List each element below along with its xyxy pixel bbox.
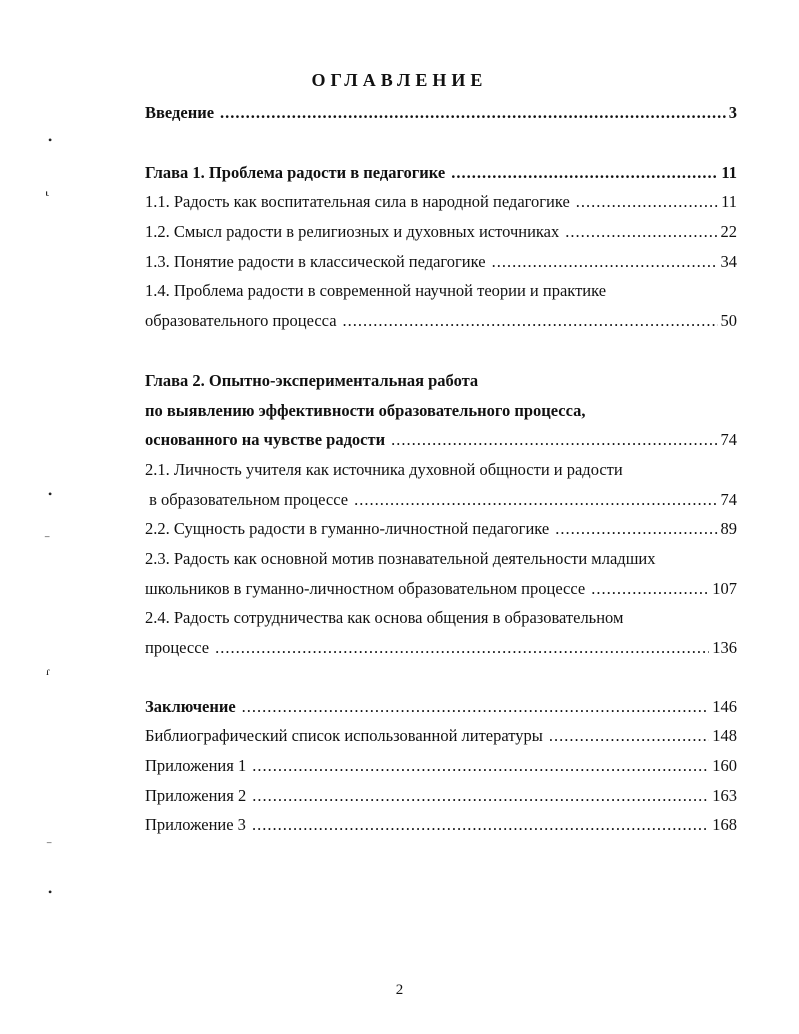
toc-entry-intro bbox=[145, 98, 737, 128]
toc-entry-label: Введение bbox=[145, 103, 215, 122]
toc-entry-label: процессе bbox=[145, 638, 210, 657]
toc-entry-label: Библиографический список использованной литературы bbox=[145, 726, 543, 746]
leader-dots bbox=[391, 425, 717, 455]
toc-entry-page: 160 bbox=[712, 756, 737, 776]
toc-entry-conclusion bbox=[145, 692, 737, 722]
toc-entry-page: 163 bbox=[712, 785, 737, 805]
scan-speck: • bbox=[48, 885, 53, 899]
toc-entry-page: 50 bbox=[720, 311, 737, 331]
toc-entry-bibliography bbox=[145, 721, 737, 751]
toc-entry-label: основанного на чувстве радости bbox=[145, 430, 386, 450]
leader-dots bbox=[576, 187, 718, 217]
toc-entry-label: 1.4. Проблема радости в современной научной теории и практике bbox=[145, 281, 607, 301]
toc-entry-label: Приложения 2 bbox=[145, 785, 247, 805]
leader-dots bbox=[252, 810, 709, 840]
toc-entry-page: 89 bbox=[720, 519, 737, 539]
toc-entry-1-1 bbox=[145, 187, 737, 217]
leader-dots bbox=[242, 692, 710, 722]
toc-entry-label: образовательного процесса bbox=[145, 311, 337, 331]
toc-entry-label: по выявлению эффективности образовательного процесса, bbox=[145, 400, 586, 420]
scan-speck: • bbox=[48, 133, 53, 147]
scan-speck: • bbox=[48, 487, 53, 501]
toc-entry-page: 11 bbox=[721, 192, 737, 212]
toc-entry-page: 148 bbox=[712, 726, 737, 746]
toc-entry-2-3-line2 bbox=[145, 574, 737, 604]
leader-dots bbox=[565, 217, 717, 247]
toc-entry-page: 3 bbox=[728, 103, 737, 122]
toc-entry-label: Приложения 1 bbox=[145, 756, 247, 776]
scan-speck: ⁻ bbox=[44, 532, 51, 546]
toc-entry-label: 2.4. Радость сотрудничества как основа общения в образовательном bbox=[145, 608, 624, 628]
toc-entry-label: 2.2. Сущность радости в гуманно-личностной педагогике bbox=[145, 519, 550, 539]
toc-entry-2-1-line2 bbox=[145, 485, 737, 515]
leader-dots bbox=[215, 633, 709, 663]
toc-entry-2-4-line1 bbox=[145, 603, 737, 633]
toc-entry-page: 22 bbox=[720, 222, 737, 242]
leader-dots bbox=[252, 751, 709, 781]
toc-entry-page: 74 bbox=[720, 489, 737, 509]
toc-entry-label: 2.1. Личность учителя как источника духовной общности и радости bbox=[145, 459, 623, 479]
toc-entry-label: 1.2. Смысл радости в религиозных и духовных источниках bbox=[145, 222, 560, 242]
leader-dots bbox=[492, 247, 718, 277]
toc-entry-1-3 bbox=[145, 247, 737, 277]
toc-entry-label: 1.1. Радость как воспитательная сила в народной педагогике bbox=[145, 192, 570, 212]
toc-chapter-2-heading-line2 bbox=[145, 396, 737, 426]
leader-dots bbox=[549, 721, 709, 751]
toc-entry-page: 146 bbox=[712, 696, 737, 716]
toc-entry-2-2 bbox=[145, 514, 737, 544]
toc-entry-1-4-line1 bbox=[145, 276, 737, 306]
leader-dots bbox=[354, 485, 717, 515]
toc-chapter-2-heading-line3 bbox=[145, 425, 737, 455]
toc-entry-appendix-3 bbox=[145, 810, 737, 840]
leader-dots bbox=[252, 781, 709, 811]
toc-entry-label: 2.3. Радость как основной мотив познавательной деятельности младших bbox=[145, 548, 656, 568]
toc-entry-2-4-line2 bbox=[145, 633, 737, 663]
toc-entry-page: 168 bbox=[712, 815, 737, 835]
toc-entry-label: в образовательном процессе bbox=[145, 489, 349, 509]
toc-entry-label: Глава 1. Проблема радости в педагогике bbox=[145, 162, 446, 182]
toc-entry-page: 74 bbox=[720, 430, 737, 450]
spacer bbox=[145, 663, 737, 692]
toc-entry-label: Глава 2. Опытно-экспериментальная работа bbox=[145, 370, 479, 390]
leader-dots bbox=[343, 306, 718, 336]
toc-chapter-1-heading bbox=[145, 158, 737, 188]
toc-chapter-2-heading-line1 bbox=[145, 366, 737, 396]
toc-entry-label: Приложение 3 bbox=[145, 815, 246, 835]
scan-speck: ⁻ bbox=[46, 838, 53, 852]
spacer bbox=[145, 128, 737, 158]
leader-dots bbox=[591, 574, 709, 604]
toc-entry-page: 136 bbox=[712, 638, 737, 657]
scan-speck: ⸤ bbox=[45, 183, 50, 197]
toc-entry-1-2 bbox=[145, 217, 737, 247]
toc-entry-page: 107 bbox=[712, 578, 737, 598]
spacer bbox=[145, 336, 737, 366]
toc-entry-page: 34 bbox=[720, 251, 737, 271]
table-of-contents bbox=[145, 98, 737, 840]
scan-speck: ɾ bbox=[46, 664, 50, 678]
leader-dots bbox=[220, 98, 726, 128]
page-title: ОГЛАВЛЕНИЕ bbox=[311, 70, 488, 90]
toc-entry-page: 11 bbox=[721, 162, 737, 182]
toc-entry-1-4-line2 bbox=[145, 306, 737, 336]
toc-entry-2-3-line1 bbox=[145, 544, 737, 574]
page-number: 2 bbox=[395, 982, 404, 998]
toc-entry-label: 1.3. Понятие радости в классической педагогике bbox=[145, 251, 486, 271]
toc-entry-2-1-line1 bbox=[145, 455, 737, 485]
leader-dots bbox=[451, 158, 718, 188]
leader-dots bbox=[555, 514, 717, 544]
toc-entry-label: школьников в гуманно-личностном образовательном процессе bbox=[145, 578, 586, 598]
toc-entry-label: Заключение bbox=[145, 696, 236, 716]
toc-entry-appendix-1 bbox=[145, 751, 737, 781]
toc-entry-appendix-2 bbox=[145, 781, 737, 811]
